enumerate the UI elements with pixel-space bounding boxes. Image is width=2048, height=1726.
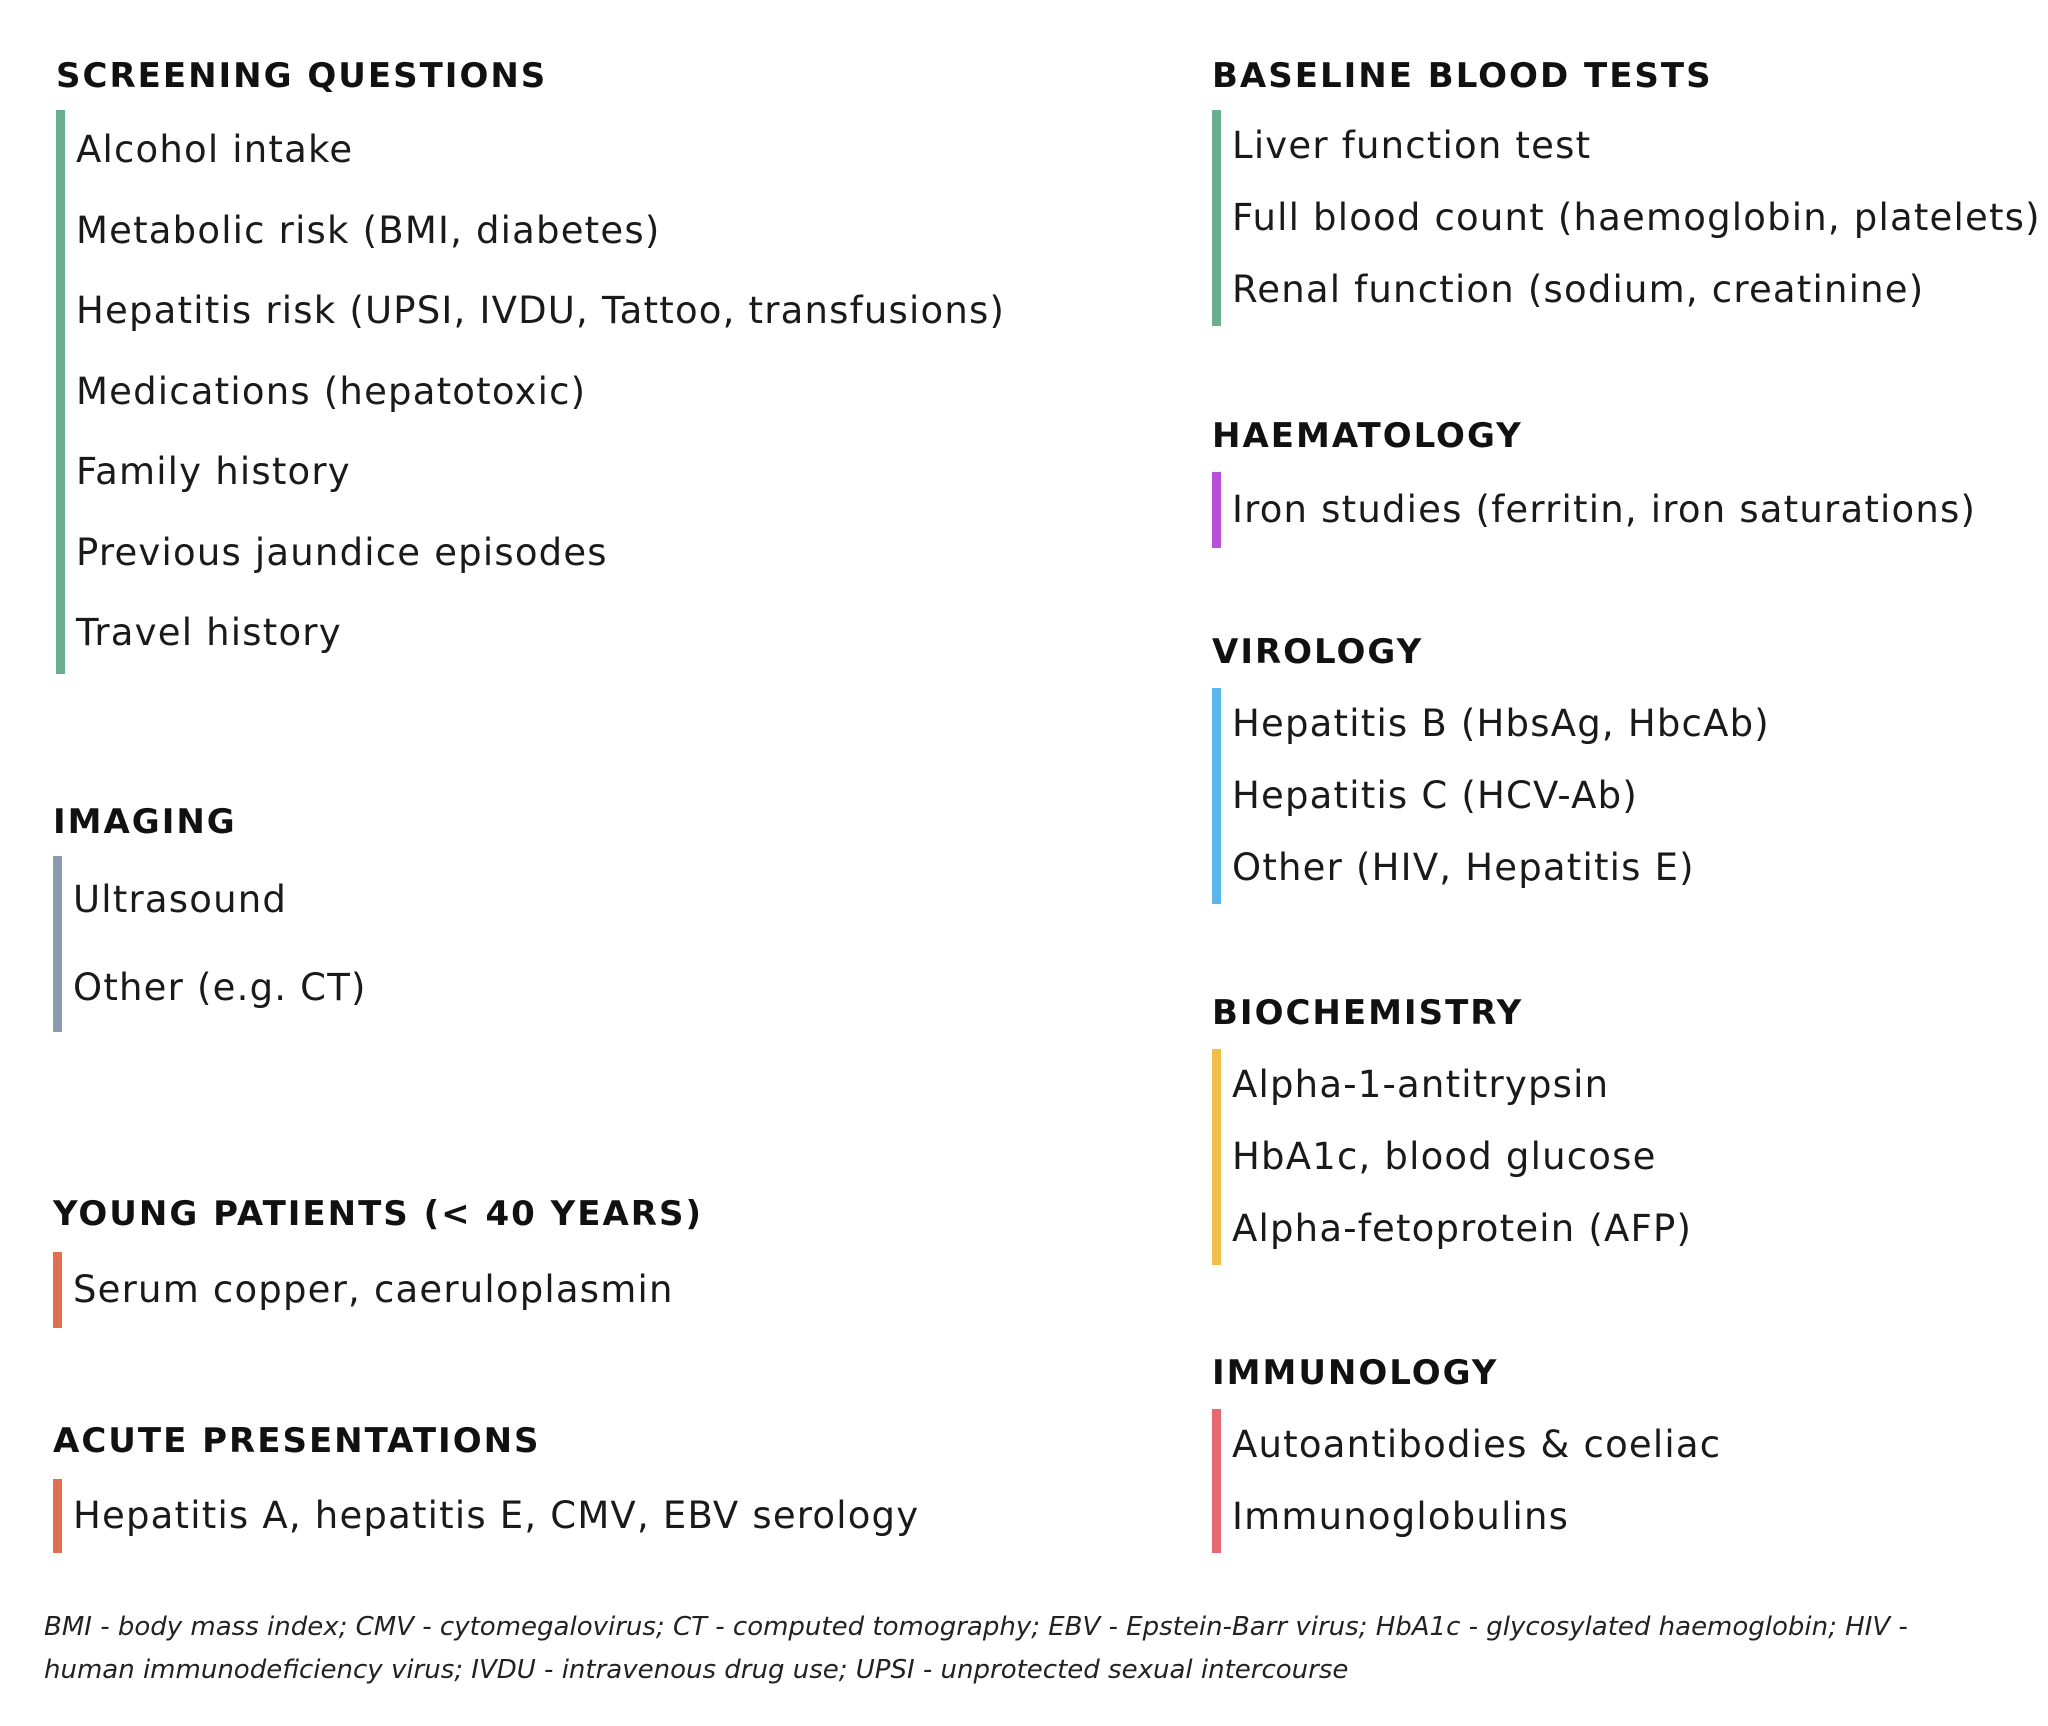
list-item: Autoantibodies & coeliac	[1232, 1423, 1722, 1466]
section-title: VIROLOGY	[1212, 632, 1424, 672]
list-item: Alpha-fetoprotein (AFP)	[1232, 1207, 1693, 1250]
section-title: IMAGING	[53, 802, 237, 842]
list-item: Liver function test	[1232, 124, 1592, 167]
accent-bar	[1212, 688, 1221, 904]
list-item: Travel history	[76, 611, 342, 654]
list-item: Alpha-1-antitrypsin	[1232, 1063, 1610, 1106]
list-item: Hepatitis B (HbsAg, HbcAb)	[1232, 702, 1770, 745]
accent-bar	[56, 110, 65, 674]
section-screening-questions	[56, 56, 1005, 674]
section-young-patients	[53, 1194, 703, 1328]
accent-bar	[1212, 1049, 1221, 1265]
item-list	[1212, 472, 1976, 548]
list-item: Serum copper, caeruloplasmin	[73, 1268, 674, 1311]
list-item: Renal function (sodium, creatinine)	[1232, 268, 1925, 311]
section-haematology	[1212, 416, 1976, 548]
section-immunology	[1212, 1353, 1721, 1553]
list-item: Metabolic risk (BMI, diabetes)	[76, 208, 661, 252]
item-list	[53, 1252, 703, 1328]
section-title: IMMUNOLOGY	[1212, 1353, 1499, 1393]
list-item: Previous jaundice episodes	[76, 530, 608, 574]
item-list	[1212, 110, 2041, 326]
section-virology	[1212, 632, 1770, 904]
section-acute-presentations	[53, 1421, 919, 1553]
list-item: Iron studies (ferritin, iron saturations)	[1232, 488, 1977, 531]
item-list	[53, 856, 367, 1032]
list-item: Ultrasound	[73, 878, 288, 921]
section-baseline-blood-tests	[1212, 56, 2041, 326]
accent-bar	[1212, 472, 1221, 548]
accent-bar	[1212, 110, 1221, 326]
item-list	[56, 110, 1005, 674]
list-item: Hepatitis A, hepatitis E, CMV, EBV serology	[73, 1494, 920, 1537]
item-list	[1212, 688, 1770, 904]
abbreviations-footnote: BMI - body mass index; CMV - cytomegalovirus; CT - computed tomography; EBV - Epstein-Barr virus; HbA1c - glycosylated haemoglobin; HIV - human immunodeficiency virus; IVDU - intravenous drug use; UPSI - unprotected sexual intercourse	[44, 1612, 1908, 1685]
item-list	[53, 1479, 919, 1553]
section-imaging	[53, 802, 367, 1032]
list-item: Hepatitis C (HCV-Ab)	[1232, 774, 1638, 817]
list-item: Medications (hepatotoxic)	[76, 369, 587, 413]
section-title: SCREENING QUESTIONS	[56, 56, 548, 96]
list-item: HbA1c, blood glucose	[1232, 1135, 1657, 1178]
list-item: Other (e.g. CT)	[73, 966, 367, 1009]
list-item: Hepatitis risk (UPSI, IVDU, Tattoo, transfusions)	[76, 289, 1006, 332]
section-title: HAEMATOLOGY	[1212, 416, 1523, 456]
list-item: Alcohol intake	[76, 128, 354, 171]
list-item: Full blood count (haemoglobin, platelets)	[1232, 196, 2041, 239]
item-list	[1212, 1049, 1692, 1265]
section-title: BIOCHEMISTRY	[1212, 993, 1524, 1033]
section-biochemistry	[1212, 993, 1692, 1265]
section-title: ACUTE PRESENTATIONS	[53, 1421, 541, 1461]
list-item: Family history	[76, 450, 351, 493]
section-title: YOUNG PATIENTS (< 40 YEARS)	[53, 1194, 704, 1234]
list-item: Immunoglobulins	[1232, 1495, 1570, 1538]
section-title: BASELINE BLOOD TESTS	[1212, 56, 1713, 96]
accent-bar	[53, 1252, 62, 1328]
accent-bar	[53, 856, 62, 1032]
accent-bar	[53, 1479, 62, 1553]
list-item: Other (HIV, Hepatitis E)	[1232, 846, 1695, 889]
accent-bar	[1212, 1409, 1221, 1553]
item-list	[1212, 1409, 1721, 1553]
